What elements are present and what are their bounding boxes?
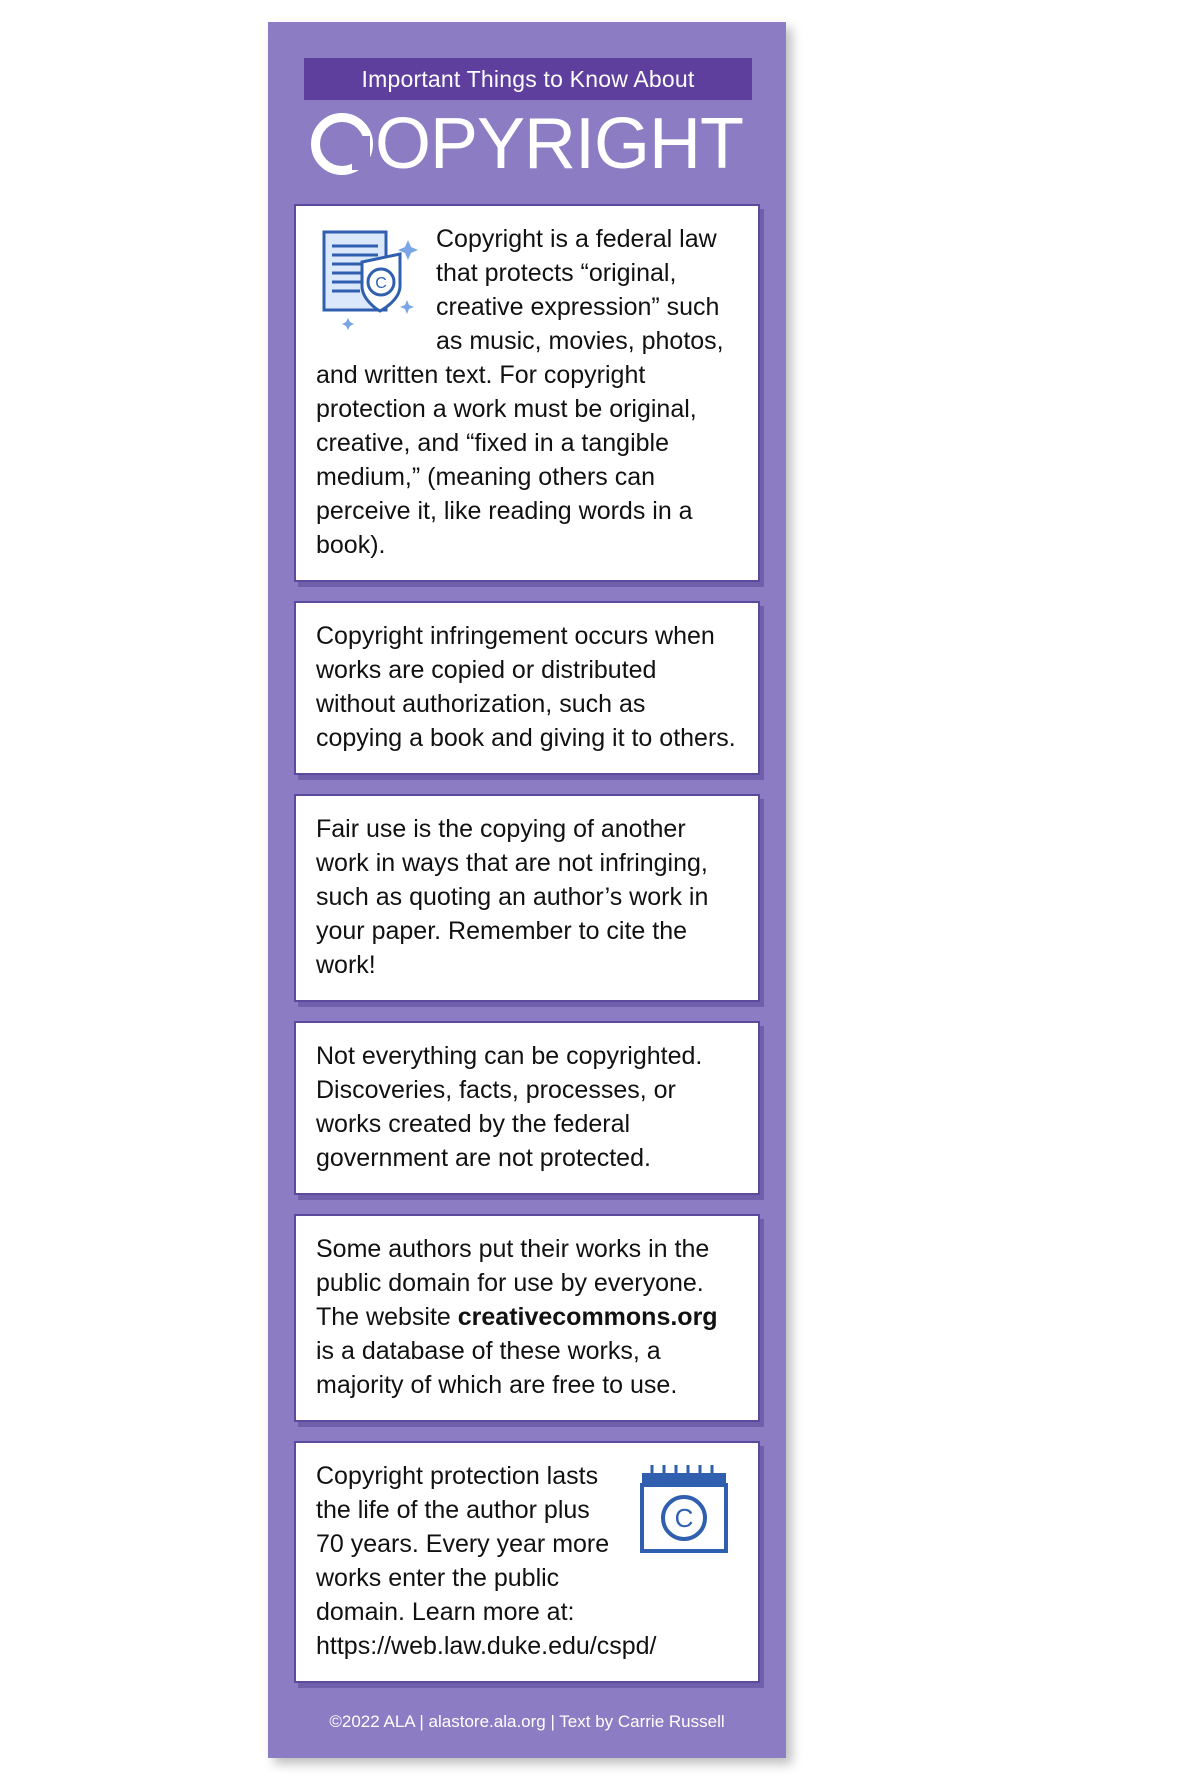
public-domain-text-before: Some authors put their works in the public domain for use by everyone. The website [316,1235,710,1331]
header-band [304,58,752,100]
panel-text: Copyright is a federal law that protects “original, creative expression” such as music, movies, photos, and written text. For copyright protection a work must be original, creative, and “fixed in a tangible medium,” (meaning others can perceive it, like reading words in a book). [316,225,724,559]
panel-fair-use [294,794,760,1002]
panel-text: Fair use is the copying of another work in ways that are not infringing, such as quoting an author’s work in your paper. Remember to cite the work! [316,815,709,979]
panel-text: Not everything can be copyrighted. Discoveries, facts, processes, or works created by the federal government are not protected. [316,1042,703,1172]
panel-public-domain [294,1214,760,1422]
header-band-label: Important Things to Know About [361,65,695,92]
page-title [268,104,786,184]
public-domain-text-after: is a database of these works, a majority of which are free to use. [316,1337,678,1399]
panel-text [316,1232,738,1402]
panel-not-copyrightable [294,1021,760,1195]
panel-list [294,204,760,1702]
creativecommons-link[interactable]: creativecommons.org [457,1303,718,1331]
panel-text: Copyright protection lasts the life of the author plus 70 years. Every year more works enter the public domain. Learn more at: https://web.law.duke.edu/cspd/ [316,1462,657,1660]
panel-what-is-copyright [294,204,760,582]
svg-text:C: C [375,275,387,292]
footer-credit: ©2022 ALA | alastore.ala.org | Text by Carrie Russell [329,1712,725,1731]
svg-text:C: C [674,1503,694,1533]
copyright-bookmark [268,22,786,1758]
panel-text: Copyright infringement occurs when works are copied or distributed without authorization, such as copying a book and giving it to others. [316,622,736,752]
panel-infringement [294,601,760,775]
calendar-copyright-icon [634,1461,738,1561]
page-title-text: OPYRIGHT [374,104,744,184]
copyright-c-icon [311,113,373,175]
document-copyright-icon [316,226,424,330]
panel-duration [294,1441,760,1683]
